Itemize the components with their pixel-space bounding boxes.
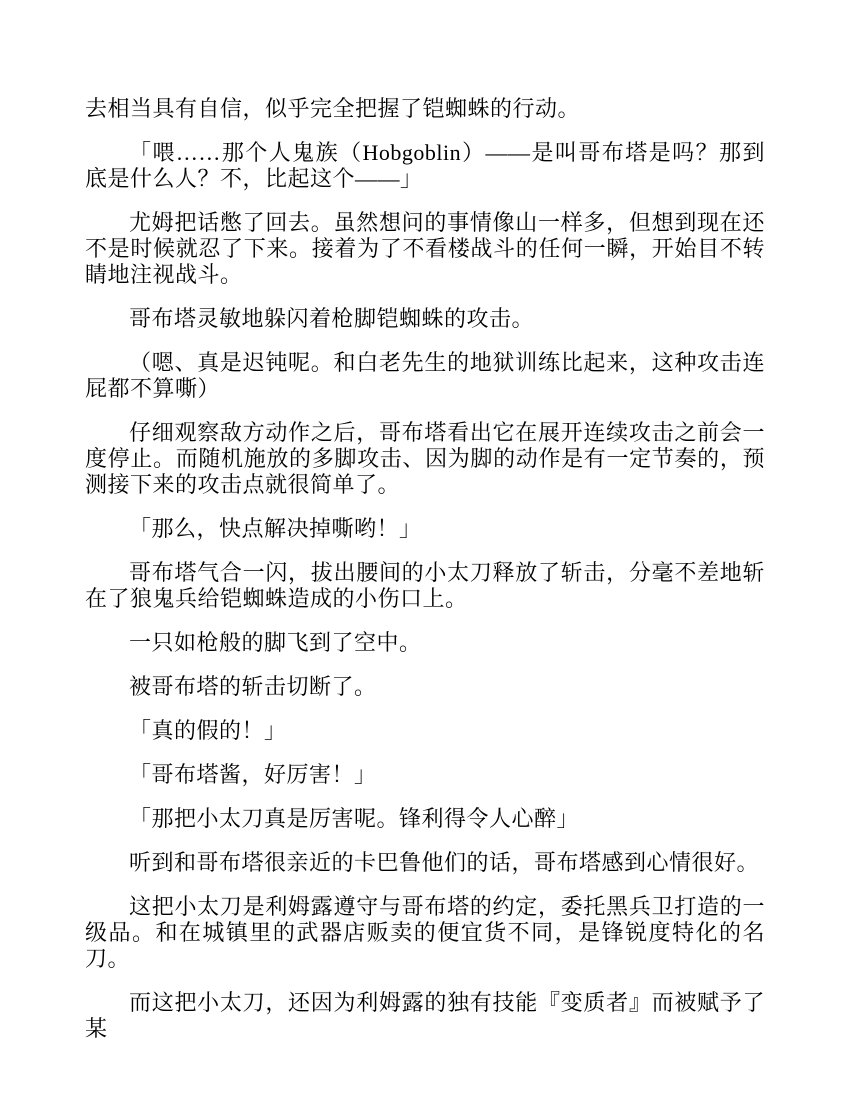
paragraph-1: 去相当具有自信，似乎完全把握了铠蜘蛛的行动。 — [85, 96, 581, 121]
paragraph-container — [85, 96, 765, 1042]
paragraph-6: 仔细观察敌方动作之后，哥布塔看出它在展开连续攻击之前会一度停止。而随机施放的多脚攻击、因为脚的动作是有一定节奏的，预测接下来的攻击点就很简单了。 — [85, 420, 765, 497]
paragraph-16: 而这把小太刀，还因为利姆露的独有技能『变质者』而被赋予了某 — [85, 990, 765, 1041]
paragraph-11: 「真的假的！」 — [129, 718, 287, 743]
paragraph-8: 哥布塔气合一闪，拔出腰间的小太刀释放了斩击，分毫不差地斩在了狼鬼兵给铠蜘蛛造成的小伤口上。 — [85, 560, 765, 611]
paragraph-4: 哥布塔灵敏地躲闪着枪脚铠蜘蛛的攻击。 — [129, 306, 535, 331]
paragraph-9: 一只如枪般的脚飞到了空中。 — [129, 630, 422, 655]
paragraph-3: 尤姆把话憋了回去。虽然想问的事情像山一样多，但想到现在还不是时候就忍了下来。接着为了不看楼战斗的任何一瞬，开始目不转睛地注视战斗。 — [85, 210, 765, 287]
paragraph-15: 这把小太刀是利姆露遵守与哥布塔的约定，委托黑兵卫打造的一级品。和在城镇里的武器店贩卖的便宜货不同，是锋锐度特化的名刀。 — [85, 894, 765, 971]
paragraph-13: 「那把小太刀真是厉害呢。锋利得令人心醉」 — [129, 806, 580, 831]
paragraph-2: 「喂……那个人鬼族（Hobgoblin）——是叫哥布塔是吗？那到底是什么人？不，比起这个——」 — [85, 140, 765, 191]
paragraph-5: （嗯、真是迟钝呢。和白老先生的地狱训练比起来，这种攻击连屁都不算嘶） — [85, 350, 765, 401]
paragraph-7: 「那么，快点解决掉嘶哟！」 — [129, 516, 422, 541]
paragraph-14: 听到和哥布塔很亲近的卡巴鲁他们的话，哥布塔感到心情很好。 — [129, 850, 760, 875]
paragraph-12: 「哥布塔酱，好厉害！」 — [129, 762, 377, 787]
paragraph-10: 被哥布塔的斩击切断了。 — [129, 674, 377, 699]
